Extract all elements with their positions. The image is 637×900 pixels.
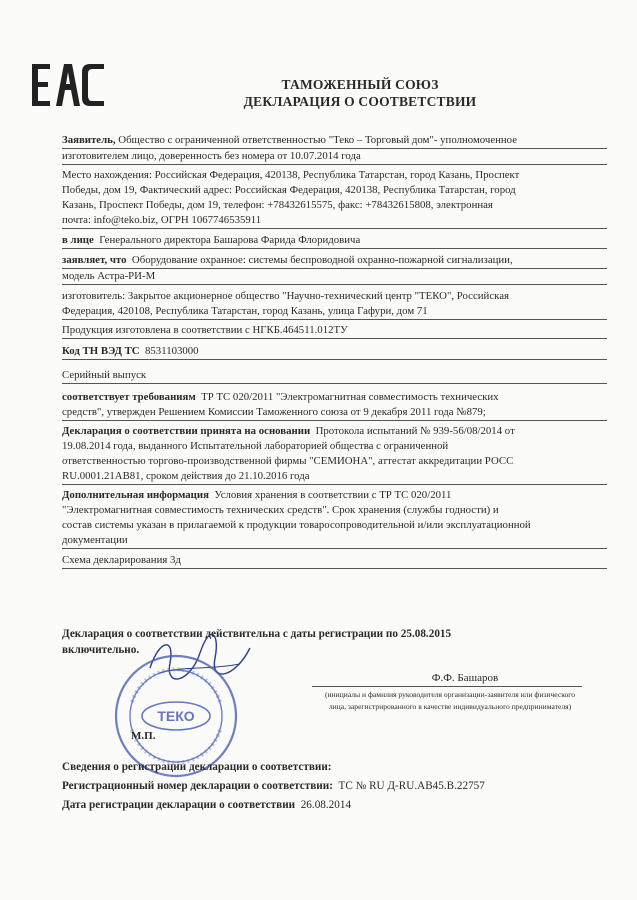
scheme-line: Схема декларирования 3д [62,553,607,569]
registration-number-line [62,777,602,796]
signer-line [312,686,582,687]
address-line-1: Место нахождения: Российская Федерация, 420138, Республика Татарстан, город Казань, Проспект [62,169,520,181]
document-header [140,76,580,110]
basis-value-1: Протокола испытаний № 939-56/08/2014 от [315,425,515,437]
complies-label: соответствует требованиям [62,391,196,403]
signer-caption [310,689,590,713]
declares-value-1: Оборудование охранное: системы беспроводной охранно-пожарной сигнализации, [131,254,513,266]
code-value: 8531103000 [145,345,199,357]
additional-line-1 [62,488,607,503]
basis-line-2: 19.08.2014 года, выданного Испытательной лабораторией общества с ограниченной [62,440,449,452]
declares-label: заявляет, что [62,254,127,266]
additional-line-2: "Электромагнитная совместимость технических средств". Срок хранения (службы годности) и [62,504,499,516]
serial-line: Серийный выпуск [62,368,607,384]
registration-date-value: 26.08.2014 [300,799,352,811]
eac-logo [28,60,108,110]
signer-caption-1: (инициалы и фамилия руководителя организации-заявителя или физического [324,690,576,699]
validity-line-1: Декларация о соответствии действительна с даты регистрации по 25.08.2015 [62,628,452,640]
registration-number-label: Регистрационный номер декларации о соответствии: [62,780,333,792]
registration-block [62,758,602,815]
person-label: в лице [62,234,94,246]
complies-line-2: средств", утвержден Решением Комиссии Таможенного союза от 9 декабря 2011 года №879; [62,405,607,421]
complies-line-1 [62,390,607,405]
address-line-2: Победы, дом 19, Фактический адрес: Российская Федерация, 420138, Республика Татарстан, город [62,184,516,196]
registration-date-label: Дата регистрации декларации о соответствии [62,799,296,811]
registration-title: Сведения о регистрации декларации о соответствии: [62,761,332,773]
signer-caption-2: лица, зарегистрированного в качестве индивидуального предпринимателя) [328,702,572,711]
manufacturer-line-2: Федерация, 420108, Республика Татарстан, город Казань, улица Гафури, дом 71 [62,304,607,320]
additional-value-1: Условия хранения в соответствии с ТР ТС 020/2011 [214,489,452,501]
code-line [62,344,607,360]
applicant-value-1: Общество с ограниченной ответственностью "Теко – Торговый дом"- уполномоченное [118,134,518,146]
applicant-line-1 [62,133,607,149]
production-line: Продукция изготовлена в соответствии с НГКБ.464511.012ТУ [62,323,607,339]
complies-value-1: ТР ТС 020/2011 "Электромагнитная совместимость технических [201,391,499,403]
basis-line-3: ответственностью торгово-производственной фирмы "СЕМИОНА", аттестат аккредитации РОСС [62,455,514,467]
address-line-3: Казань, Проспект Победы, дом 19, телефон: +78432615575, факс: +78432615808, электронная [62,199,493,211]
registration-date-line [62,796,602,815]
header-union: ТАМОЖЕННЫЙ СОЮЗ [281,77,439,92]
applicant-line-2: изготовителем лицо, доверенность без номера от 10.07.2014 года [62,149,607,165]
declares-line-2: модель Астра-РИ-М [62,269,607,285]
validity-line-2: включительно. [62,644,140,656]
declares-line-1 [62,253,607,269]
header-title: ДЕКЛАРАЦИЯ О СООТВЕТСТВИИ [243,94,477,109]
basis-label: Декларация о соответствии принята на основании [62,425,311,437]
stamp-center-text: ТЕКО [157,708,195,724]
applicant-label: Заявитель, [62,134,116,146]
person-value: Генерального директора Башарова Фарида Флоридовича [99,234,361,246]
additional-line-3: состав системы указан в прилагаемой к продукции товаросопроводительной и/или эксплуатационной [62,519,531,531]
declaration-body [62,133,607,569]
additional-label: Дополнительная информация [62,489,209,501]
code-label: Код ТН ВЭД ТС [62,345,140,357]
registration-number-value: ТС № RU Д-RU.АВ45.В.22757 [338,780,485,792]
person-line [62,233,607,249]
basis-line-1 [62,424,607,439]
signer-name: Ф.Ф. Башаров [431,672,499,684]
additional-line-4: документации [62,533,607,549]
basis-line-4: RU.0001.21АВ81, сроком действия до 21.10.2016 года [62,469,607,485]
address-line-4: почта: info@teko.biz, ОГРН 1067746535911 [62,213,607,229]
stamp-place-label: М.П. [131,730,156,742]
manufacturer-line-1: изготовитель: Закрытое акционерное общество "Научно-технический центр "ТЕКО", Российская [62,290,509,302]
